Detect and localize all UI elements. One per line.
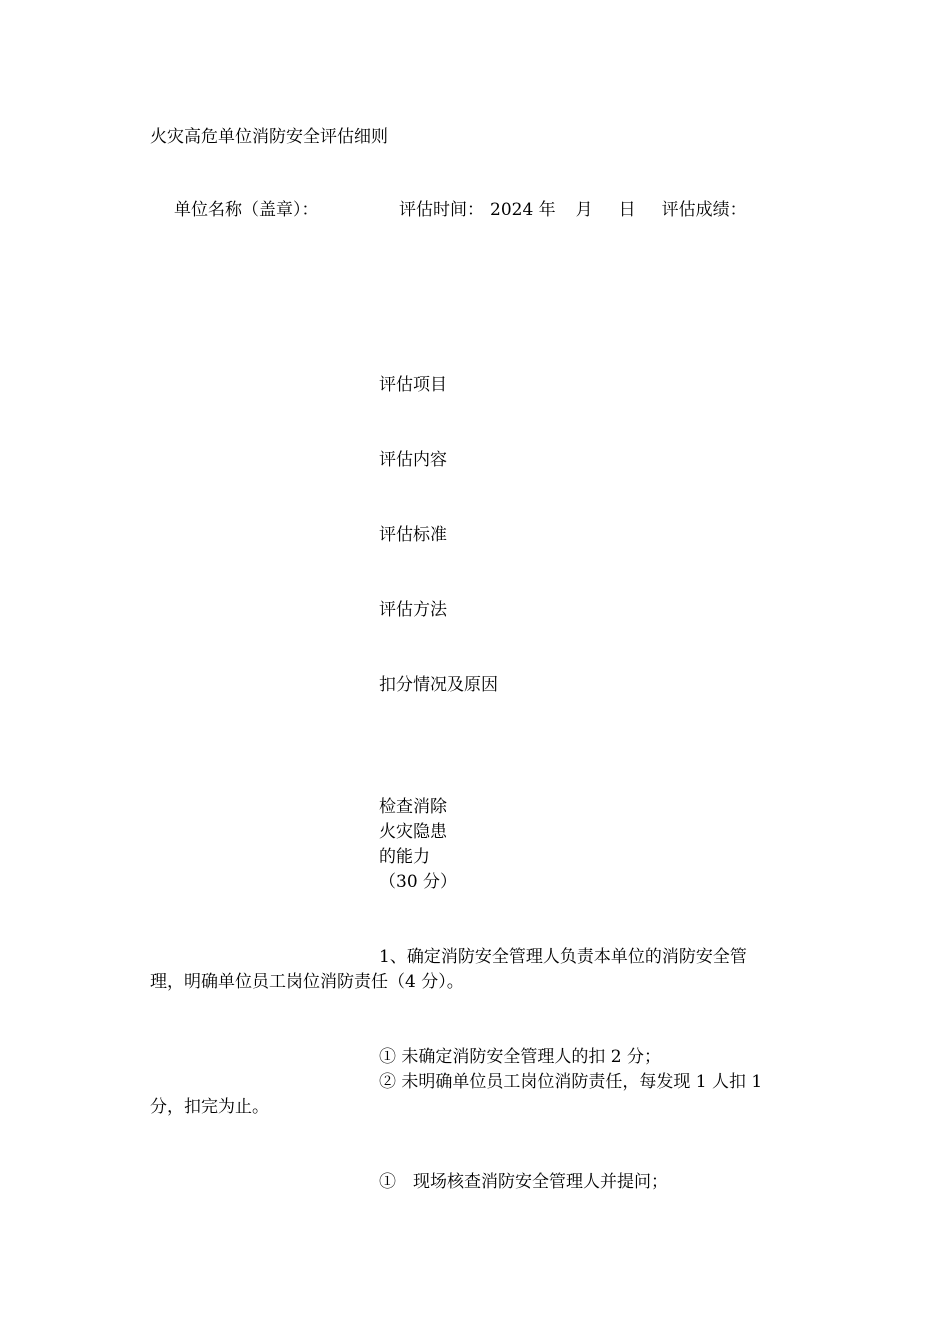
eval-score-label: 评估成绩： (661, 200, 747, 220)
eval-time-label: 评估时间： (399, 200, 484, 220)
eval-method-line: ① 现场核查消防安全管理人并提问； (379, 1172, 668, 1192)
eval-year: 2024 年 (490, 200, 556, 220)
eval-item-line: 检查消除 (379, 797, 447, 817)
eval-item-line: 的能力 (379, 847, 430, 867)
table-header-standard: 评估标准 (379, 525, 447, 545)
eval-standard-line: ② 未明确单位员工岗位消防责任，每发现 1 人扣 1 (379, 1072, 763, 1092)
table-header-method: 评估方法 (379, 600, 447, 620)
eval-day: 日 (618, 200, 636, 220)
eval-standard-cell (150, 1045, 800, 1120)
unit-name-label: 单位名称（盖章）： (174, 200, 319, 220)
table-header-deduction: 扣分情况及原因 (379, 675, 498, 695)
eval-month: 月 (575, 200, 593, 220)
eval-content-line: 理，明确单位员工岗位消防责任（4 分）。 (150, 972, 464, 992)
eval-item-line: 火灾隐患 (379, 822, 447, 842)
eval-standard-line: 分，扣完为止。 (150, 1097, 269, 1117)
eval-content-cell (150, 945, 800, 995)
eval-content-line: 1、确定消防安全管理人负责本单位的消防安全管 (379, 947, 747, 967)
table-header-content: 评估内容 (379, 450, 447, 470)
eval-standard-line: ① 未确定消防安全管理人的扣 2 分； (379, 1047, 662, 1067)
document-title: 火灾高危单位消防安全评估细则 (150, 127, 388, 147)
eval-method-cell (150, 1170, 800, 1195)
header-row (174, 198, 747, 223)
eval-item-cell (379, 795, 457, 895)
table-header-item: 评估项目 (379, 375, 447, 395)
eval-item-line: （30 分） (379, 872, 458, 892)
